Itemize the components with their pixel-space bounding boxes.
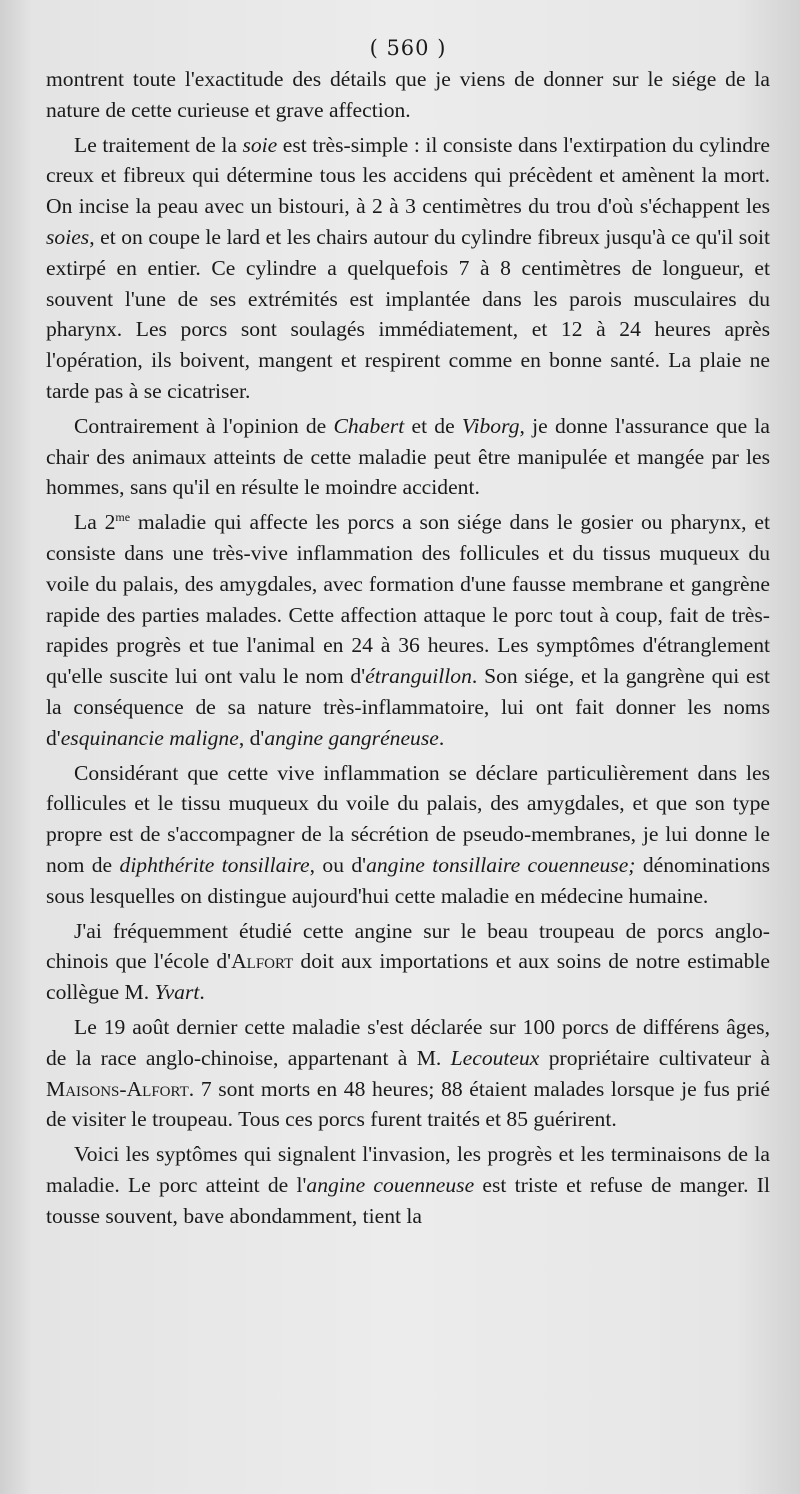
italic-term: angine gangréneuse <box>264 725 439 750</box>
text-run: , ou d' <box>309 852 367 877</box>
paragraph <box>46 64 770 126</box>
paragraph <box>46 1139 770 1231</box>
text-run: Le 19 août dernier cette maladie s'est déclarée sur 100 porcs de différens âges, de la race anglo-chinoise, appartenant à M. <box>46 1014 770 1070</box>
italic-term: soie <box>242 132 278 157</box>
text-run: Le traitement de la <box>74 132 243 157</box>
text-run: La 2 <box>74 510 116 535</box>
italic-term: soies <box>46 224 90 249</box>
paragraph <box>46 130 770 407</box>
text-run: doit aux importations et aux soins de notre estimable collègue M. <box>46 949 770 1005</box>
italic-term: Viborg <box>461 413 520 438</box>
paragraph <box>46 507 770 753</box>
text-run: maladie qui affecte les porcs a son siége dans le gosier ou pharynx, et consiste dans une très-vive inflammation des follicules et du tissus muqueux du voile du palais, des amygdales, avec formation d'une fausse membrane et gangrène rapide des parties malades. Cette affection attaque le porc tout à coup, fait de très-rapides progrès et tue l'animal en 24 à 36 heures. Les symptômes d'étranglement qu'elle suscite lui ont valu le nom d' <box>46 510 770 689</box>
paragraph <box>46 758 770 912</box>
text-run: J'ai fréquemment étudié cette angine sur le beau troupeau de porcs anglo-chinois que l'école d' <box>46 918 770 974</box>
text-run: . Son siége, et la gangrène qui est la conséquence de sa nature très-inflammatoire, lui ont fait donner les noms d' <box>46 664 770 750</box>
text-run: Voici les syptômes qui signalent l'invasion, les progrès et les terminaisons de la maladie. Le porc atteint de l' <box>46 1142 770 1197</box>
italic-term: diphthérite tonsillaire <box>119 852 310 877</box>
italic-term: étranguillon <box>365 664 472 689</box>
text-run: . <box>199 980 205 1005</box>
italic-term: Yvart <box>154 980 200 1005</box>
text-run: est très-simple : il consiste dans l'extirpation du cylindre creux et fibreux qui détermine tous les accidens qui précèdent et amènent la mort. On incise la peau avec un bistouri, à 2 à 3 centimètres du trou d'où s'échappent les <box>46 132 770 219</box>
place-name: Maisons-Alfort <box>46 1076 189 1101</box>
text-run: est triste et refuse de manger. Il tousse souvent, bave abondamment, tient la <box>46 1172 770 1228</box>
italic-term: Chabert <box>333 413 405 438</box>
text-run: . <box>438 725 445 750</box>
text-run: dénominations sous lesquelles on distingue aujourd'hui cette maladie en médecine humaine. <box>46 852 771 908</box>
italic-term: angine couenneuse <box>306 1172 475 1197</box>
italic-term: Lecouteux <box>450 1045 540 1070</box>
body-text <box>46 64 770 1231</box>
italic-term: angine tonsillaire couenneuse; <box>366 852 636 877</box>
text-run: , d' <box>238 725 265 750</box>
paragraph <box>46 411 770 503</box>
superscript: me <box>115 509 131 524</box>
text-run: . 7 sont morts en 48 heures; 88 étaient malades lorsque je fus prié de visiter le troupeau. Tous ces porcs furent traités et 85 guérirent. <box>46 1076 770 1132</box>
text-run: et de <box>404 413 462 438</box>
paragraph <box>46 1012 770 1135</box>
text-run: , et on coupe le lard et les chairs autour du cylindre fibreux jusqu'à ce qu'il soit extirpé en entier. Ce cylindre a quelquefois 7 à 8 centimètres de longueur, et souvent l'une de ses extrémités est implantée dans les parois musculaires du pharynx. Les porcs sont soulagés immédiatement, et 12 à 24 heures après l'opération, ils boivent, mangent et respirent comme en bonne santé. La plaie ne tarde pas à se cicatriser. <box>46 224 770 403</box>
page-number: ( 560 ) <box>369 36 447 60</box>
italic-term: esquinancie maligne <box>60 725 239 750</box>
text-run: Considérant que cette vive inflammation se déclare particulièrement dans les follicules et le tissu muqueux du voile du palais, des amygdales, et que son type propre est de s'accompagner de la sécrétion de pseudo-membranes, je lui donne le nom de <box>46 760 770 877</box>
text-run: propriétaire cultivateur à <box>539 1045 771 1070</box>
place-name: Alfort <box>231 949 294 974</box>
text-run: montrent toute l'exactitude des détails que je viens de donner sur le siége de la nature de cette curieuse et grave affection. <box>46 67 770 122</box>
text-run: Contrairement à l'opinion de <box>74 413 334 438</box>
paragraph <box>46 916 770 1008</box>
text-run: , je donne l'assurance que la chair des animaux atteints de cette maladie peut être manipulée et mangée par les hommes, sans qu'il en résulte le moindre accident. <box>46 413 770 500</box>
